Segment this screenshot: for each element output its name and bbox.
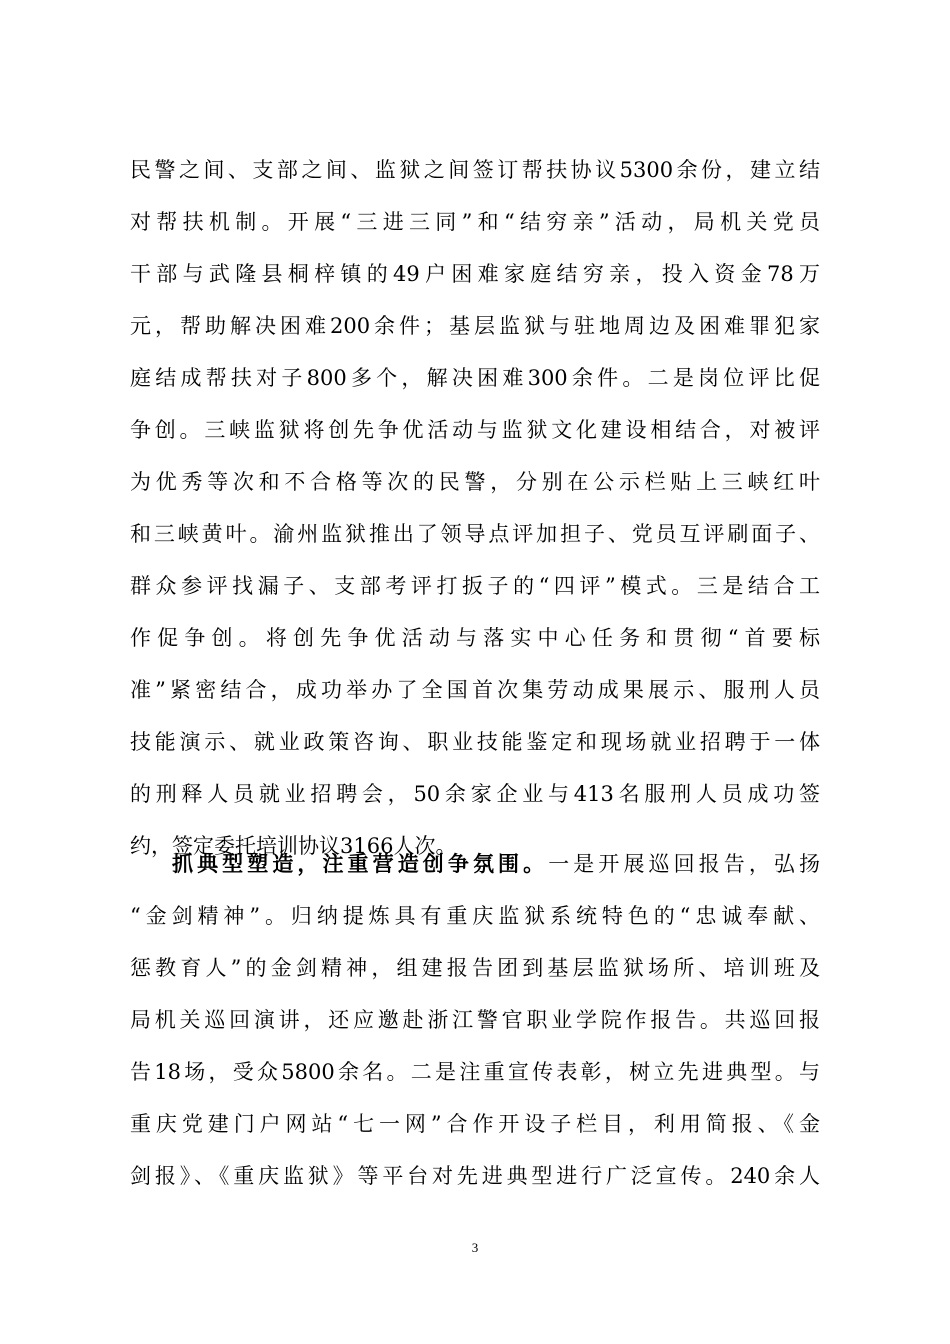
paragraph-1-line-8: 和三峡黄叶。渝州监狱推出了领导点评加担子、党员互评刷面子、 (130, 522, 820, 546)
paragraph-1-line-4: 元，帮助解决困难200余件；基层监狱与驻地周边及困难罪犯家 (130, 314, 820, 338)
paragraph-1-line-9: 群众参评找漏子、支部考评打扳子的“四评”模式。三是结合工 (130, 574, 820, 598)
paragraph-1-line-10: 作促争创。将创先争优活动与落实中心任务和贯彻“首要标 (130, 626, 820, 650)
paragraph-2-heading: 抓典型塑造，注重营造创争氛围。 (172, 851, 549, 876)
paragraph-2-line-1 (130, 838, 820, 890)
paragraph-1 (130, 144, 820, 872)
paragraph-1-line-14: 约，签定委托培训协议3166人次。 (130, 834, 457, 858)
paragraph-2-line-7: 剑报》、《重庆监狱》等平台对先进典型进行广泛宣传。240余人 (130, 1164, 820, 1188)
paragraph-2-first-line-text: 一是开展巡回报告，弘扬 (548, 852, 821, 876)
paragraph-2 (130, 838, 820, 1202)
paragraph-2-line-2: “金剑精神”。归纳提炼具有重庆监狱系统特色的“忠诚奉献、 (130, 904, 820, 928)
paragraph-1-line-7: 为优秀等次和不合格等次的民警，分别在公示栏贴上三峡红叶 (130, 470, 820, 494)
paragraph-1-line-11: 准”紧密结合，成功举办了全国首次集劳动成果展示、服刑人员 (130, 678, 820, 702)
paragraph-1-line-12: 技能演示、就业政策咨询、职业技能鉴定和现场就业招聘于一体 (130, 730, 820, 754)
paragraph-2-line-5: 告18场，受众5800余名。二是注重宣传表彰，树立先进典型。与 (130, 1060, 820, 1084)
paragraph-1-line-6: 争创。三峡监狱将创先争优活动与监狱文化建设相结合，对被评 (130, 418, 820, 442)
paragraph-1-line-3: 干部与武隆县桐梓镇的49户困难家庭结穷亲，投入资金78万 (130, 262, 820, 286)
paragraph-1-line-13: 的刑释人员就业招聘会，50余家企业与413名服刑人员成功签 (130, 782, 820, 806)
paragraph-1-line-5: 庭结成帮扶对子800多个，解决困难300余件。二是岗位评比促 (130, 366, 820, 390)
page-number: 3 (471, 1240, 479, 1255)
paragraph-1-line-2: 对帮扶机制。开展“三进三同”和“结穷亲”活动，局机关党员 (130, 210, 820, 234)
paragraph-1-line-1: 民警之间、支部之间、监狱之间签订帮扶协议5300余份，建立结 (130, 158, 820, 182)
paragraph-2-line-6: 重庆党建门户网站“七一网”合作开设子栏目，利用简报、《金 (130, 1112, 820, 1136)
paragraph-2-line-3: 惩教育人”的金剑精神，组建报告团到基层监狱场所、培训班及 (130, 956, 820, 980)
paragraph-2-line-4: 局机关巡回演讲，还应邀赴浙江警官职业学院作报告。共巡回报 (130, 1008, 820, 1032)
